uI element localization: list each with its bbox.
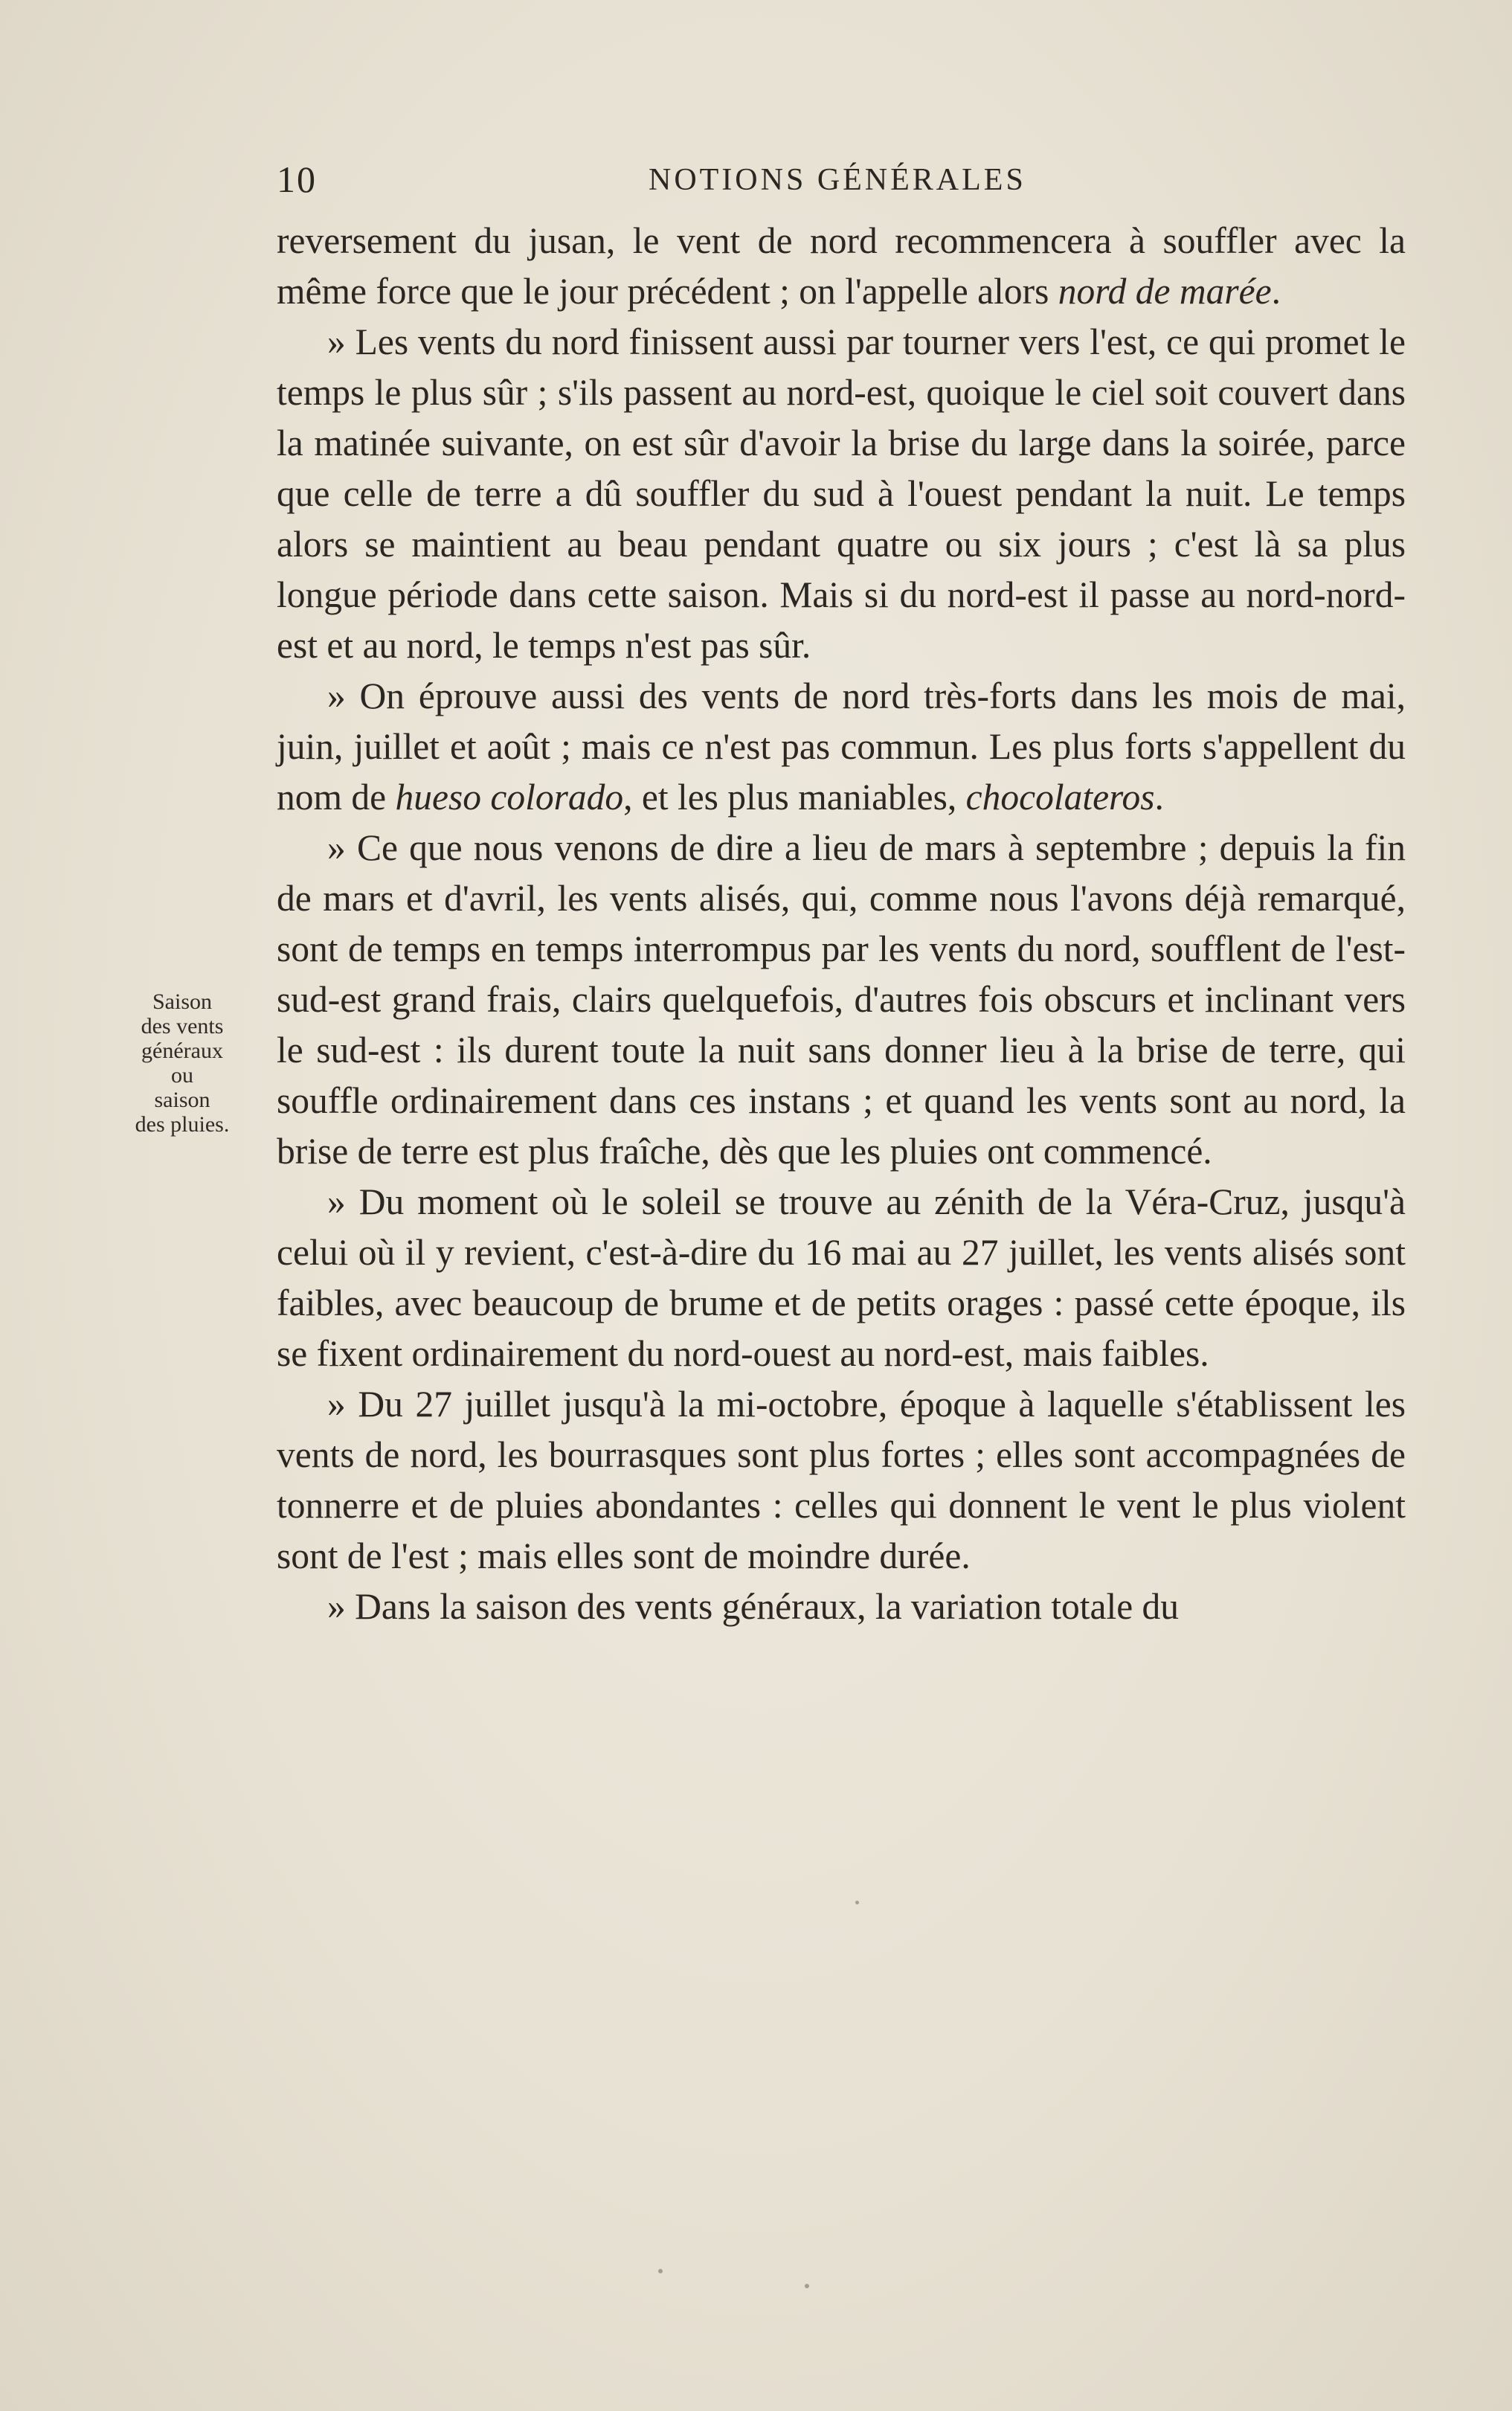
- text-run: » On éprouve aussi des vents de nord très-forts dans les mois de mai, juin, juillet et août ; mais ce n'est pas commun. Les plus forts s'appellent du nom de: [277, 675, 1406, 818]
- paper-speck: [855, 1901, 859, 1904]
- italic-phrase: chocolateros: [965, 777, 1155, 818]
- margin-note-line: saison: [154, 1088, 210, 1112]
- margin-note: [112, 989, 253, 1137]
- page-number: 10: [277, 158, 317, 200]
- italic-phrase: nord de marée: [1058, 271, 1272, 312]
- margin-note-line: des vents: [141, 1014, 224, 1038]
- paragraph: [277, 1379, 1406, 1582]
- paragraph: [277, 1582, 1406, 1632]
- paragraph: [277, 216, 1406, 317]
- running-title: NOTIONS GÉNÉRALES: [649, 163, 1026, 197]
- paragraph: [277, 823, 1406, 1177]
- text-run: » Dans la saison des vents généraux, la variation totale du: [327, 1586, 1180, 1627]
- paper-speck: [658, 2269, 663, 2273]
- text-run: , et les plus maniables,: [623, 777, 966, 818]
- margin-note-line: ou: [171, 1063, 193, 1088]
- text-run: » Les vents du nord finissent aussi par tourner vers l'est, ce qui promet le temps le plus sûr ; s'ils passent au nord-est, quoique le ciel soit couvert dans la matinée suivante, on est sûr d'avoir la brise du large dans la soirée, parce que celle de terre a dû souffler du sud à l'ouest pendant la nuit. Le temps alors se maintient au beau pendant quatre ou six jours ; c'est là sa plus longue période dans cette saison. Mais si du nord-est il passe au nord-nord-est et au nord, le temps n'est pas sûr.: [277, 321, 1406, 666]
- page-header: [277, 158, 1406, 210]
- body-text: [277, 216, 1406, 1632]
- margin-note-line: des pluies.: [135, 1112, 230, 1137]
- text-run: » Du 27 juillet jusqu'à la mi-octobre, époque à laquelle s'établissent les vents de nord, les bourrasques sont plus fortes ; elles sont accompagnées de tonnerre et de pluies abondantes : celles qui donnent le vent le plus violent sont de l'est ; mais elles sont de moindre durée.: [277, 1384, 1406, 1576]
- paragraph: [277, 1177, 1406, 1379]
- paragraph: [277, 671, 1406, 823]
- text-run: reversement du jusan, le vent de nord recommencera à souffler avec la même force que le jour précédent ; on l'appelle alors: [277, 220, 1406, 312]
- italic-phrase: hueso colorado: [395, 777, 624, 818]
- text-run: » Du moment où le soleil se trouve au zénith de la Véra-Cruz, jusqu'à celui où il y revient, c'est-à-dire du 16 mai au 27 juillet, les vents alisés sont faibles, avec beaucoup de brume et de petits orages : passé cette époque, ils se fixent ordinairement du nord-ouest au nord-est, mais faibles.: [277, 1181, 1406, 1374]
- paper-speck: [805, 2284, 809, 2288]
- margin-note-line: généraux: [141, 1038, 223, 1063]
- text-run: .: [1154, 777, 1164, 818]
- text-run: .: [1271, 271, 1281, 312]
- text-run: » Ce que nous venons de dire a lieu de mars à septembre ; depuis la fin de mars et d'avril, les vents alisés, qui, comme nous l'avons déjà remarqué, sont de temps en temps interrompus par les vents du nord, soufflent de l'est-sud-est grand frais, clairs quelquefois, d'autres fois obscurs et inclinant vers le sud-est : ils durent toute la nuit sans donner lieu à la brise de terre, qui souffle ordinairement dans ces instans ; et quand les vents sont au nord, la brise de terre est plus fraîche, dès que les pluies ont commencé.: [277, 827, 1406, 1172]
- paragraph: [277, 317, 1406, 671]
- margin-note-line: Saison: [152, 989, 212, 1014]
